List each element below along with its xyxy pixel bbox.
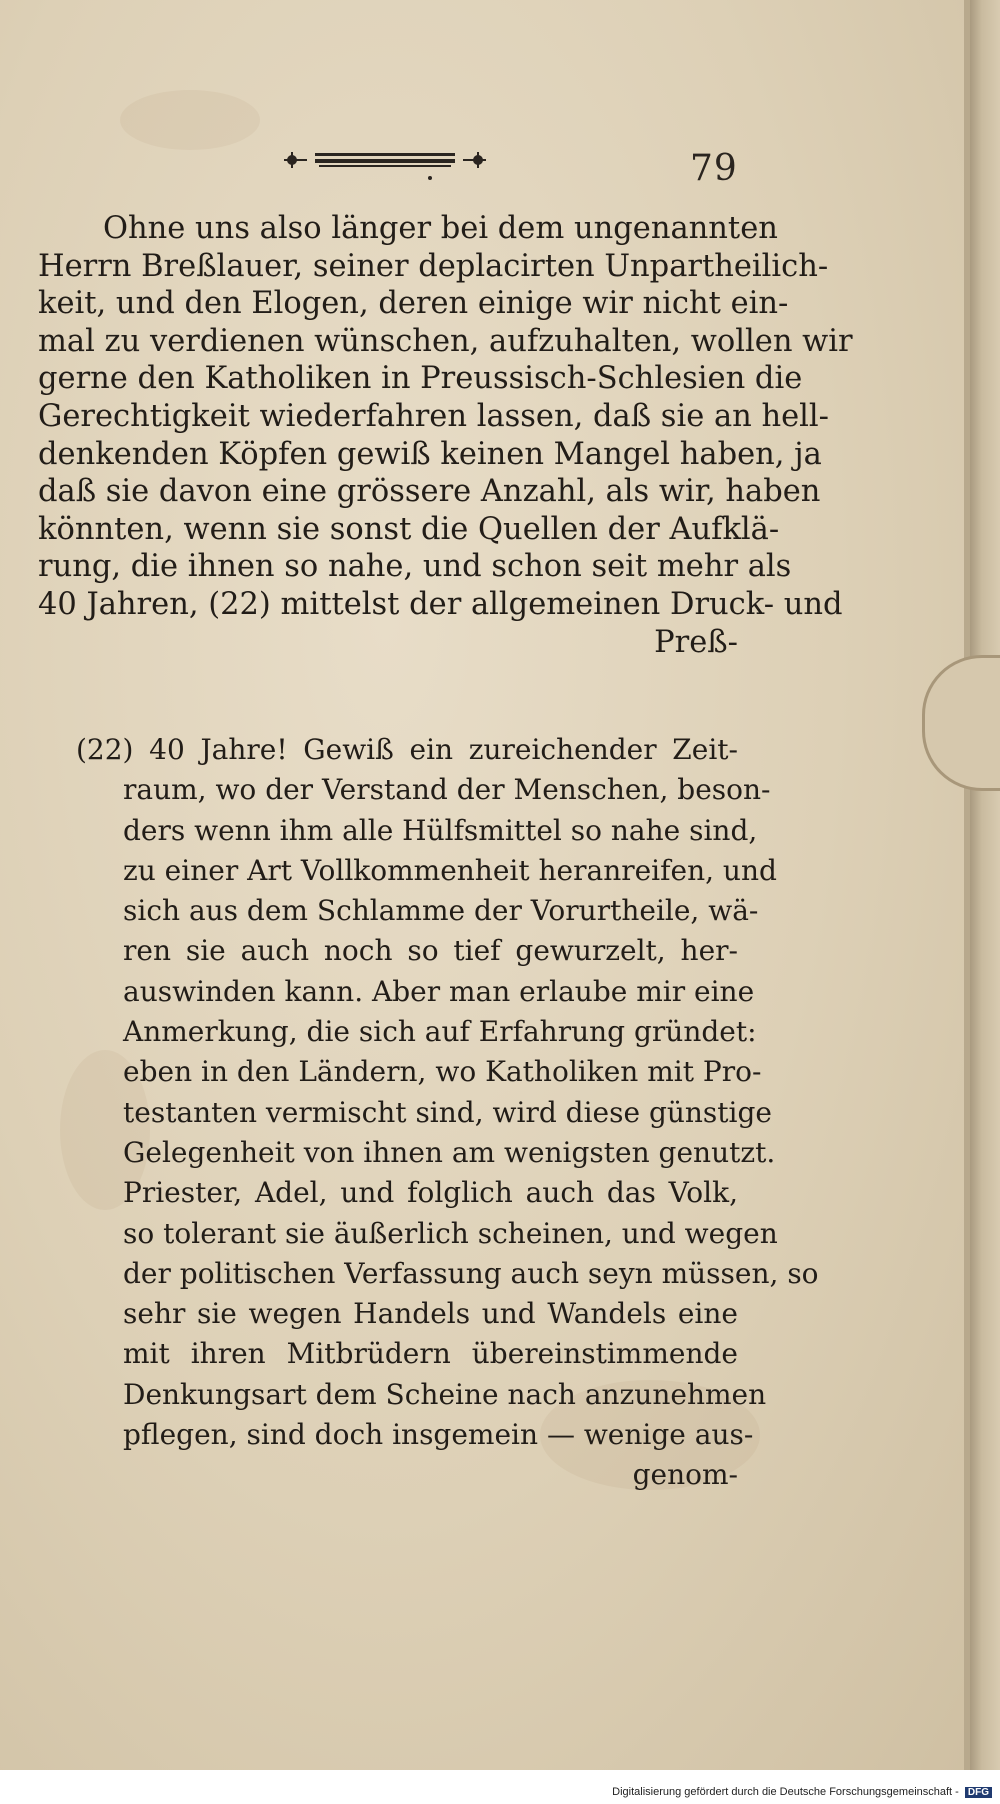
text-line: Herrn Breßlauer, seiner deplacirten Unpartheilich-: [38, 248, 829, 284]
text-line: gerne den Katholiken in Preussisch-Schlesien die: [38, 361, 803, 397]
dfg-logo: DFG: [965, 1787, 992, 1798]
footnote-catchword: genom-: [632, 1458, 738, 1492]
footnote-line: so tolerant sie äußerlich scheinen, und wegen: [123, 1216, 778, 1250]
footnote-line: mit ihren Mitbrüdern übereinstimmende: [123, 1337, 738, 1371]
footnote-line: Anmerkung, die sich auf Erfahrung gründet:: [123, 1015, 757, 1049]
text-line: könnten, wenn sie sonst die Quellen der Aufklä-: [38, 511, 780, 547]
footnote: [76, 730, 819, 1496]
footnote-line: sich aus dem Schlamme der Vorurtheile, wä-: [123, 894, 759, 928]
footnote-line: ders wenn ihm alle Hülfsmittel so nahe sind,: [123, 813, 758, 847]
main-text: [38, 210, 853, 661]
catchword: Preß-: [654, 624, 738, 660]
footnote-line: Priester, Adel, und folglich auch das Volk,: [123, 1176, 738, 1210]
footnote-line: der politischen Verfassung auch seyn müssen, so: [123, 1256, 819, 1290]
text-line: denkenden Köpfen gewiß keinen Mangel haben, ja: [38, 436, 822, 472]
page-number: 79: [690, 148, 738, 189]
footnote-line: eben in den Ländern, wo Katholiken mit Pro-: [123, 1055, 762, 1089]
footnote-line: Gelegenheit von ihnen am wenigsten genutzt.: [123, 1135, 776, 1169]
text-line: Gerechtigkeit wiederfahren lassen, daß sie an hell-: [38, 398, 829, 434]
digitization-credit: [612, 1786, 992, 1798]
footnote-line: ren sie auch noch so tief gewurzelt, her-: [123, 934, 738, 968]
footnote-line: auswinden kann. Aber man erlaube mir eine: [123, 974, 755, 1008]
page-edge: [970, 0, 1000, 1770]
credit-text: Digitalisierung gefördert durch die Deutsche Forschungsgemeinschaft -: [612, 1786, 959, 1798]
paper-stain: [120, 90, 260, 150]
footnote-line: zu einer Art Vollkommenheit heranreifen, und: [123, 853, 777, 887]
text-line: keit, und den Elogen, deren einige wir nicht ein-: [38, 286, 789, 322]
footnote-line: (22) 40 Jahre! Gewiß ein zureichender Zeit-: [76, 733, 738, 766]
footnote-line: raum, wo der Verstand der Menschen, beson-: [123, 773, 771, 807]
footnote-line: Denkungsart dem Scheine nach anzunehmen: [123, 1377, 767, 1411]
header-ornament: [275, 140, 495, 180]
footnote-line: testanten vermischt sind, wird diese günstige: [123, 1095, 773, 1129]
text-line: daß sie davon eine grössere Anzahl, als wir, haben: [38, 474, 821, 510]
text-line: mal zu verdienen wünschen, aufzuhalten, wollen wir: [38, 323, 853, 359]
text-line: 40 Jahren, (22) mittelst der allgemeinen Druck- und: [38, 586, 843, 622]
text-line: rung, die ihnen so nahe, und schon seit mehr als: [38, 549, 792, 585]
footnote-line: pflegen, sind doch insgemein — wenige aus-: [123, 1418, 754, 1452]
text-line: Ohne uns also länger bei dem ungenannten: [103, 211, 778, 246]
footnote-line: sehr sie wegen Handels und Wandels eine: [123, 1297, 738, 1331]
